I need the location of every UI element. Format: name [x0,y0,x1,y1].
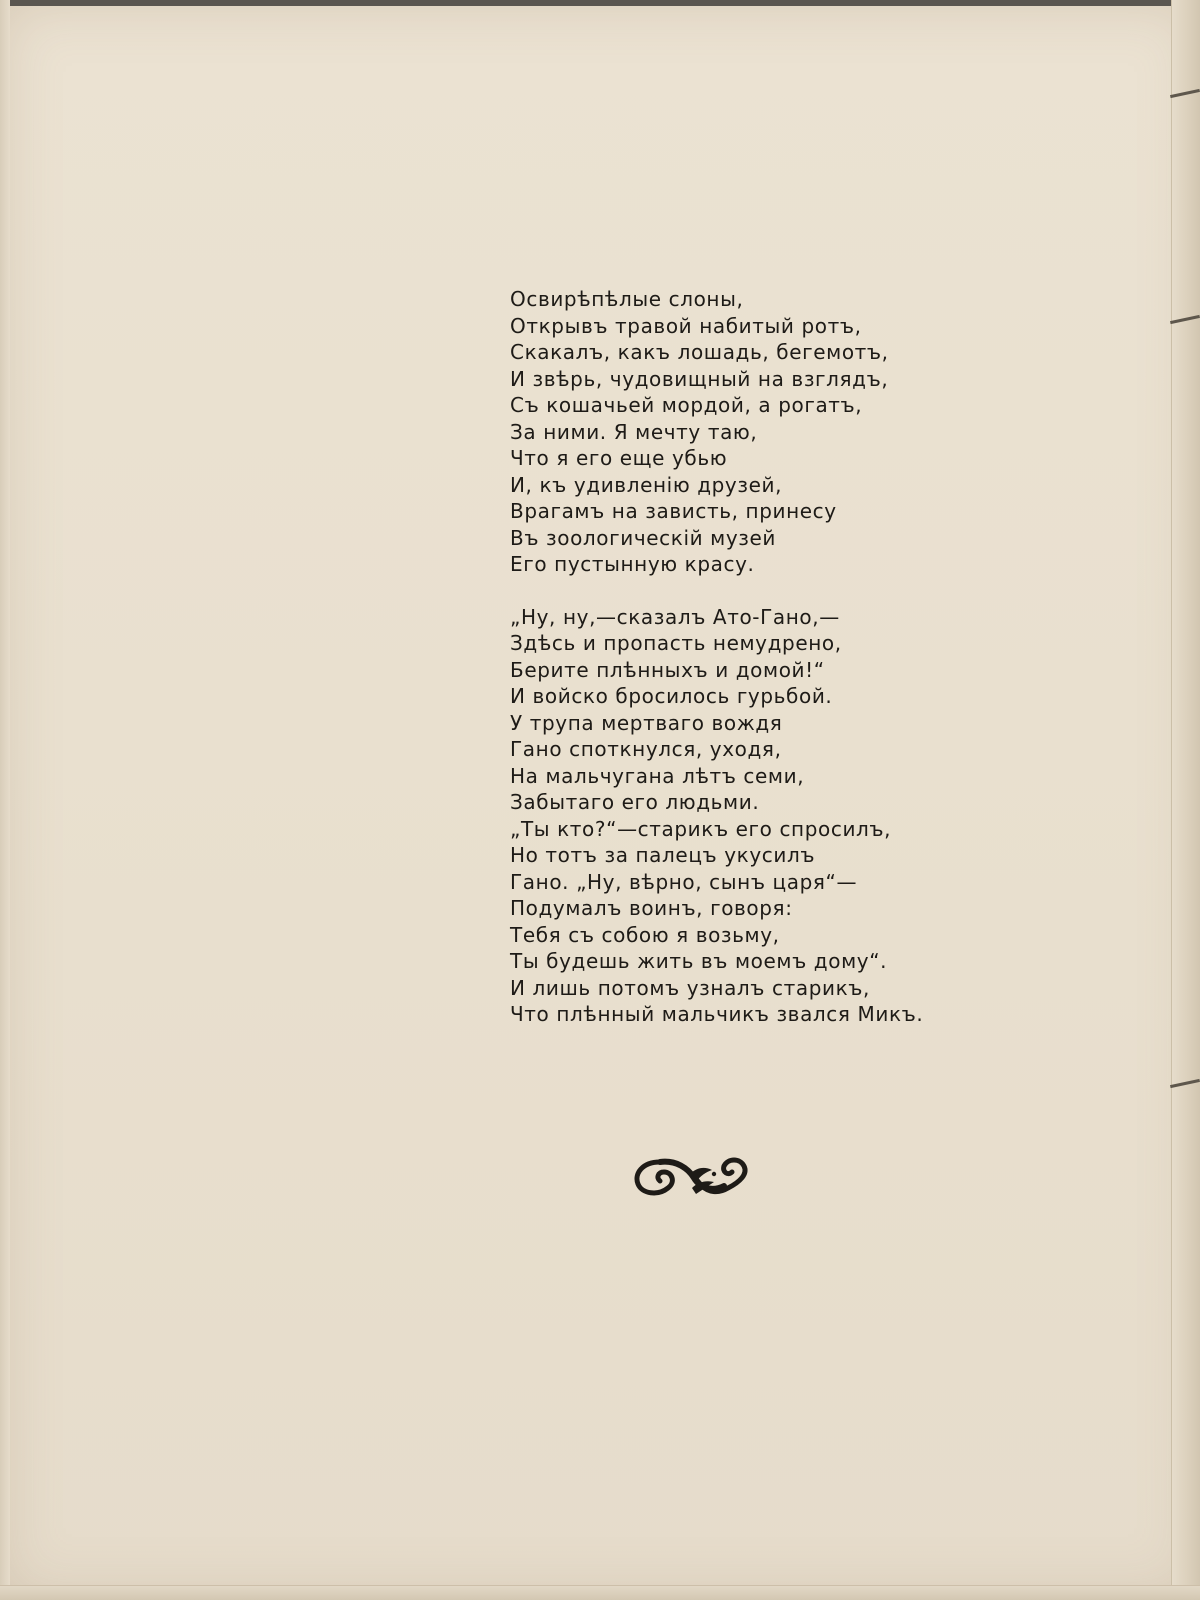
poem-line: Но тотъ за палецъ укусилъ [510,843,816,867]
poem-line: Открывъ травой набитый ротъ, [510,313,862,338]
poem-line: Что плѣнный мальчикъ звался Микъ. [510,1002,924,1026]
poem-line: Гано споткнулся, уходя, [510,737,782,761]
page-bottom-edge [0,1585,1200,1600]
poem-line: Гано. „Ну, вѣрно, сынъ царя“— [510,869,858,894]
poem-line: Тебя съ собою я возьму, [510,922,780,947]
poem-line: Его пустынную красу. [510,552,755,576]
poem-line: И лишь потомъ узналъ старикъ, [510,975,870,1000]
poem-line: И войско бросилось гурьбой. [510,684,833,708]
fleuron-icon [632,1152,754,1200]
page-top-edge [0,0,1200,6]
poem-line: Берите плѣнныхъ и домой!“ [510,657,825,682]
poem-line: У трупа мертваго вождя [510,710,783,735]
poem-line: „Ну, ну,—сказалъ Ато-Гано,— [510,604,840,629]
poem-line: Въ зоологическій музей [510,525,777,550]
poem-line: „Ты кто?“—старикъ его спросилъ, [510,816,892,841]
poem-line: И, къ удивленію друзей, [510,472,783,497]
page-right-edge [1171,0,1200,1600]
poem-line: Скакалъ, какъ лошадь, бегемотъ, [510,340,889,364]
poem-line: Забытаго его людьми. [510,790,760,814]
poem-stanza-2 [510,604,930,1028]
poem-line: За ними. Я мечту таю, [510,419,758,444]
poem-line: Что я его еще убью [510,446,728,470]
page-left-edge [0,0,10,1600]
poem-text [510,286,930,1028]
poem-line: Здѣсь и пропасть немудрено, [510,631,842,655]
poem-line: Врагамъ на зависть, принесу [510,499,837,523]
poem-line: Съ кошачьей мордой, а рогатъ, [510,393,863,417]
poem-line: Подумалъ воинъ, говоря: [510,896,793,920]
poem-line: На мальчугана лѣтъ семи, [510,763,805,788]
poem-line: Ты будешь жить въ моемъ дому“. [510,949,888,973]
poem-line: И звѣрь, чудовищный на взглядъ, [510,366,889,391]
poem-stanza-1 [510,286,930,578]
poem-line: Освирѣпѣлые слоны, [510,287,744,311]
